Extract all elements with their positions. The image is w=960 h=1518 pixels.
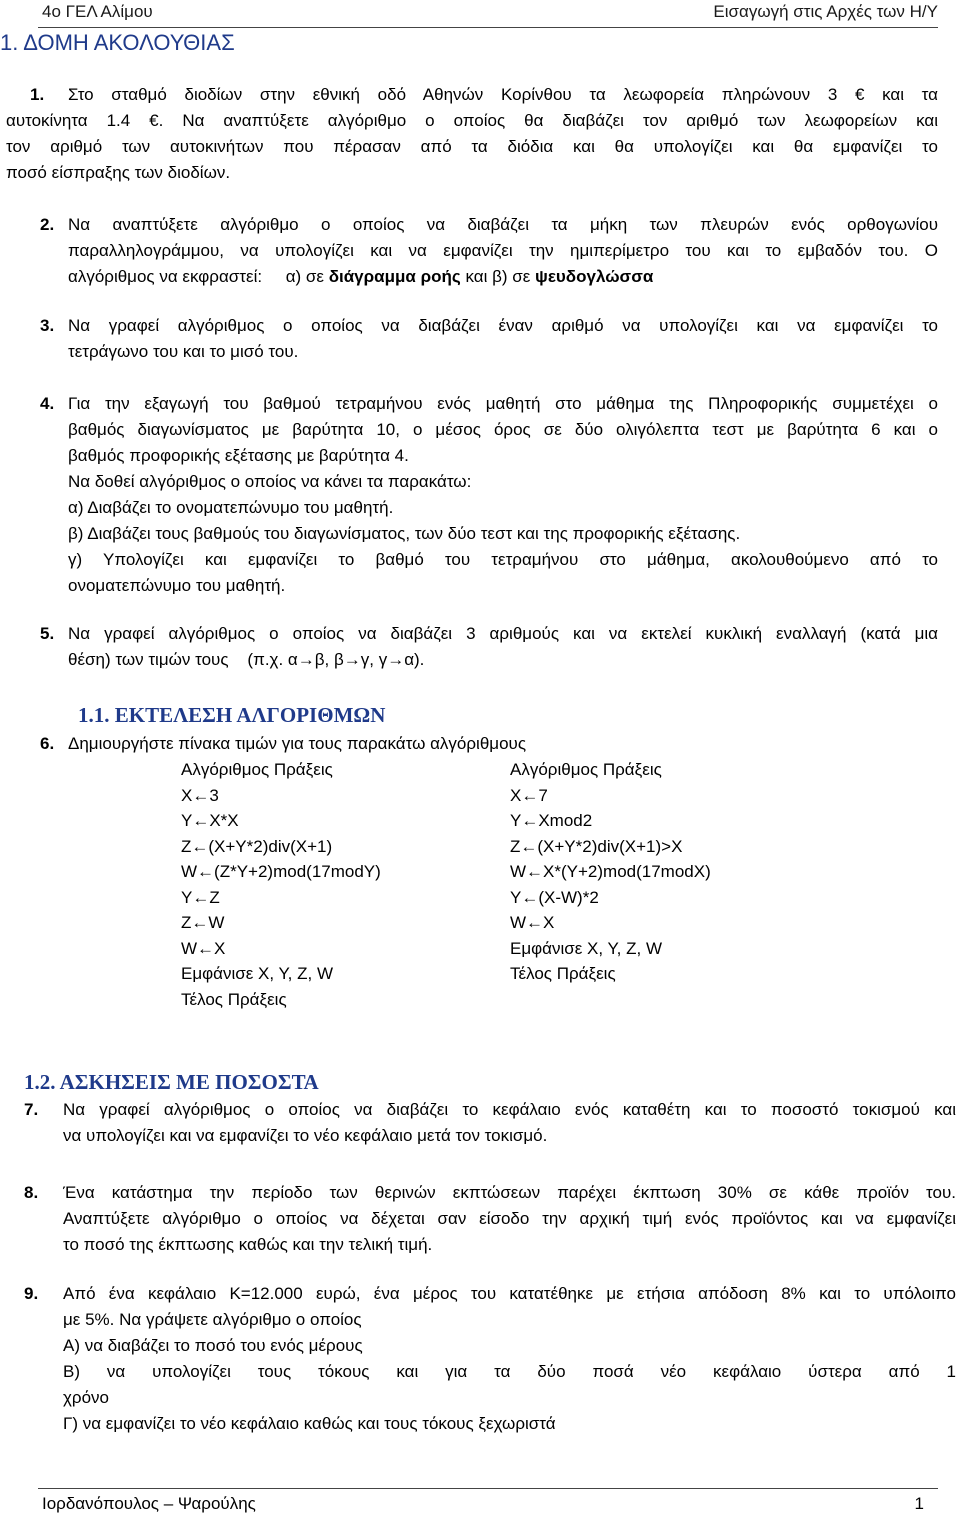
exercise-4-line: βαθμός προφορικής εξέτασης με βαρύτητα 4.	[68, 446, 409, 465]
exercise-7-line: να υπολογίζει και να εμφανίζει το νέο κεφάλαιο μετά τον τοκισμό.	[63, 1126, 548, 1145]
exercise-2-line: παραλληλογράμμου, να υπολογίζει και να εμφανίζει την ημιπερίμετρο του και το εμβαδόν του. Ο	[68, 241, 938, 260]
subsection-1-1-title: 1.1. ΕΚΤΕΛΕΣΗ ΑΛΓΟΡΙΘΜΩΝ	[78, 703, 386, 727]
subsection-1-2-title: 1.2. ΑΣΚΗΣΕΙΣ ΜΕ ΠΟΣΟΣΤΑ	[24, 1070, 319, 1094]
algorithm-line: W←X*(Y+2)mod(17modX)	[510, 862, 711, 881]
algorithm-left	[181, 757, 381, 1012]
exercise-5-number: 5.	[40, 624, 55, 643]
exercise-8-number: 8.	[24, 1183, 39, 1202]
exercise-4-line: βαθμός διαγωνίσματος με βαρύτητα 10, ο μέσος όρος σε δύο ολιγόλεπτα τεστ με βαρύτητα 6 και ο	[68, 420, 938, 439]
exercise-3-line: Να γραφεί αλγόριθμος ο οποίος να διαβάζει έναν αριθμό να υπολογίζει και να εμφανίζει το	[68, 316, 938, 335]
exercise-2-text: και β) σε	[460, 267, 536, 286]
exercise-1-line: τον αριθμό των αυτοκινήτων που πέρασαν από τα διόδια και θα υπολογίζει και θα εμφανίζει το	[6, 137, 938, 156]
exercise-1-number: 1.	[30, 85, 45, 104]
exercise-4-line: ονοματεπώνυμο του μαθητή.	[68, 576, 286, 595]
algorithm-line: X←7	[510, 785, 548, 805]
algorithm-line: Αλγόριθμος Πράξεις	[510, 760, 662, 779]
exercise-4-line: Να δοθεί αλγόριθμος ο οποίος να κάνει τα παρακάτω:	[68, 472, 472, 491]
header-course: Εισαγωγή στις Αρχές των Η/Υ	[713, 2, 938, 21]
algorithm-line: W←(Z*Y+2)mod(17modY)	[181, 862, 381, 881]
exercise-9-line: Γ) να εμφανίζει το νέο κεφάλαιο καθώς και τους τόκους ξεχωριστά	[63, 1414, 556, 1433]
algorithm-line: Τέλος Πράξεις	[510, 964, 616, 983]
page-number: 1	[914, 1494, 924, 1513]
exercise-2-number: 2.	[40, 215, 55, 234]
exercise-5-line: θέση) των τιμών τους (π.χ. α→β, β→γ, γ→α).	[68, 650, 425, 669]
algorithm-line: X←3	[181, 785, 219, 805]
exercise-4-line: β) Διαβάζει τους βαθμούς του διαγωνίσματος, των δύο τεστ και της προφορικής εξέτασης.	[68, 524, 741, 543]
algorithm-line: Εμφάνισε X, Y, Z, W	[510, 938, 663, 958]
exercise-4-line: γ) Υπολογίζει και εμφανίζει το βαθμό του τετραμήνου στο μάθημα, ακολουθούμενο από το	[68, 550, 938, 569]
exercise-7-line: Να γραφεί αλγόριθμος ο οποίος να διαβάζει το κεφάλαιο ενός καταθέτη και το ποσοστό τοκισμού και	[63, 1100, 956, 1119]
exercise-6-number: 6.	[40, 734, 55, 753]
pseudocode-term: ψευδογλώσσα	[535, 267, 654, 286]
exercise-7	[63, 1097, 956, 1149]
algorithm-line: Αλγόριθμος Πράξεις	[181, 760, 333, 779]
exercise-7-number: 7.	[24, 1100, 39, 1119]
exercise-3	[68, 313, 938, 365]
exercise-9-line: χρόνο	[63, 1388, 110, 1407]
algorithm-line: Y←Z	[181, 887, 220, 907]
exercise-5	[68, 621, 938, 673]
exercise-4-number: 4.	[40, 394, 55, 413]
exercise-3-line: τετράγωνο του και το μισό του.	[68, 342, 299, 361]
exercise-5-line: Να γραφεί αλγόριθμος ο οποίος να διαβάζει 3 αριθμούς και να εκτελεί κυκλική εναλλαγή (κατά μια	[68, 624, 938, 643]
exercise-9	[63, 1281, 956, 1437]
algorithm-line: Y←(X-W)*2	[510, 887, 599, 907]
exercise-4-line: Για την εξαγωγή του βαθμού τετραμήνου ενός μαθητή στο μάθημα της Πληροφορικής συμμετέχει ο	[68, 394, 938, 413]
footer-divider	[38, 1488, 938, 1489]
exercise-1-line: αυτοκίνητα 1.4 €. Να αναπτύξετε αλγόριθμο ο οποίος θα διαβάζει τον αριθμό των λεωφορείων και	[6, 111, 938, 130]
exercise-3-number: 3.	[40, 316, 55, 335]
algorithm-right	[510, 757, 711, 987]
exercise-8-line: το ποσό της έκπτωσης καθώς και την τελική τιμή.	[63, 1235, 433, 1254]
algorithm-line: Z←W	[181, 913, 225, 932]
exercise-8	[63, 1180, 956, 1258]
algorithm-line: Y←X*X	[181, 811, 239, 830]
algorithm-line: W←X	[510, 913, 555, 932]
exercise-1	[6, 82, 938, 186]
flowchart-term: διάγραμμα ροής	[328, 267, 461, 286]
algorithm-line: Τέλος Πράξεις	[181, 989, 287, 1009]
algorithm-line: Z←(X+Y*2)div(X+1)>X	[510, 836, 683, 856]
exercise-9-number: 9.	[24, 1284, 39, 1303]
algorithm-line: W←X	[181, 938, 226, 958]
exercise-6	[68, 731, 938, 757]
exercise-1-line: ποσό είσπραξης των διοδίων.	[6, 163, 231, 182]
exercise-9-line: Από ένα κεφάλαιο Κ=12.000 ευρώ, ένα μέρος του κατατέθηκε με ετήσια απόδοση 8% και το υπόλοιπο	[63, 1284, 956, 1303]
exercise-2	[68, 212, 938, 290]
header-school: 4ο ΓΕΛ Αλίμου	[42, 2, 153, 21]
exercise-2-line: Να αναπτύξετε αλγόριθμο ο οποίος να διαβάζει τα μήκη των πλευρών ενός ορθογωνίου	[68, 215, 938, 234]
exercise-1-line: Στο σταθμό διοδίων στην εθνική οδό Αθηνών Κορίνθου τα λεωφορεία πληρώνουν 3 € και τα	[68, 85, 938, 104]
footer-authors: Ιορδανόπουλος – Ψαρούλης	[42, 1494, 256, 1513]
exercise-9-line: Β) να υπολογίζει τους τόκους και για τα δύο ποσά νέο κεφάλαιο ύστερα από 1	[63, 1362, 956, 1381]
algorithm-line: Εμφάνισε X, Y, Z, W	[181, 964, 334, 983]
exercise-9-line: με 5%. Να γράψετε αλγόριθμο ο οποίος	[63, 1310, 362, 1329]
exercise-4-line: α) Διαβάζει το ονοματεπώνυμο του μαθητή.	[68, 498, 394, 517]
exercise-4	[68, 391, 938, 599]
exercise-8-line: Ένα κατάστημα την περίοδο των θερινών εκπτώσεων παρέχει έκπτωση 30% σε κάθε προϊόν του.	[63, 1183, 956, 1202]
section-title: 1. ΔΟΜΗ ΑΚΟΛΟΥΘΙΑΣ	[0, 30, 235, 55]
exercise-2-text: αλγόριθμος να εκφραστεί: α) σε	[68, 267, 329, 286]
exercise-2-line	[68, 264, 938, 290]
algorithm-line: Z←(X+Y*2)div(X+1)	[181, 836, 333, 856]
exercise-8-line: Αναπτύξετε αλγόριθμο ο οποίος να δέχεται σαν είσοδο την αρχική τιμή ενός προϊόντος και να εμφανίζει	[63, 1209, 956, 1228]
header-divider	[38, 27, 938, 28]
exercise-9-line: Α) να διαβάζει το ποσό του ενός μέρους	[63, 1336, 363, 1355]
algorithm-line: Y←Xmod2	[510, 811, 593, 830]
exercise-6-line: Δημιουργήστε πίνακα τιμών για τους παρακάτω αλγόριθμους	[68, 734, 527, 753]
